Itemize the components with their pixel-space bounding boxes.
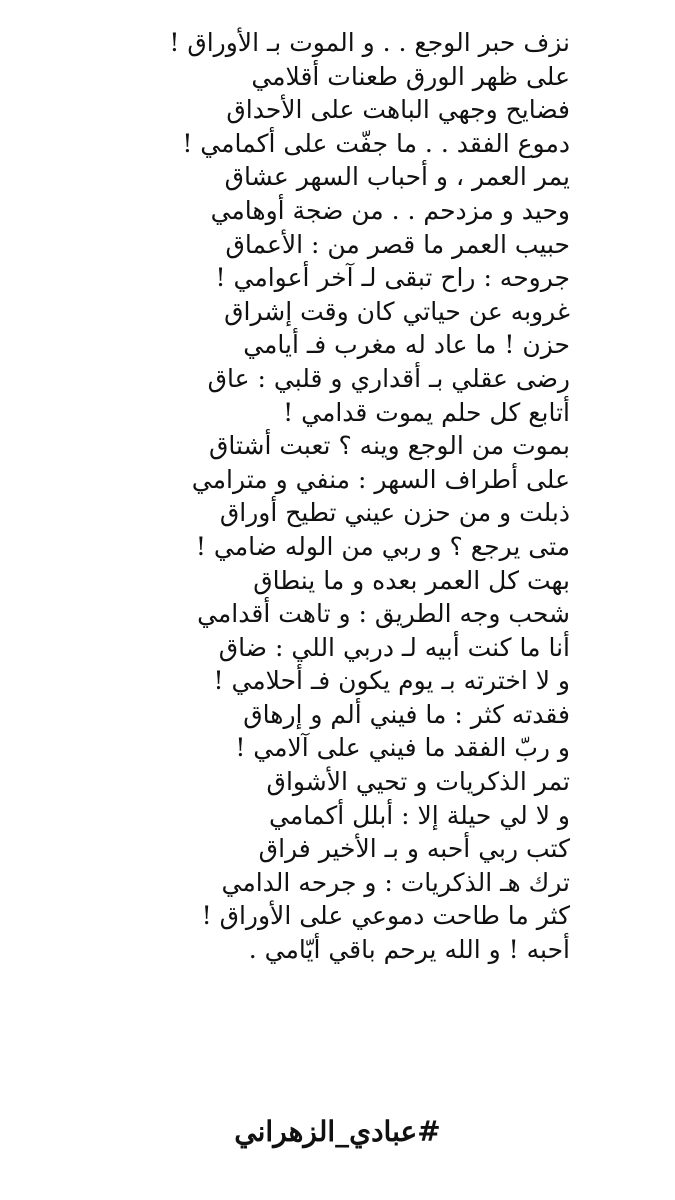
poem-line: متى يرجع ؟ و ربي من الوله ضامي !	[195, 531, 570, 561]
poem-text	[100, 26, 570, 967]
poem-line: كتب ربي أحبه و بـ الأخير فراق	[258, 834, 570, 864]
poem-line: و لا لي حيلة إلا : أبلل أكمامي	[269, 800, 570, 830]
poem-line: تمر الذكريات و تحيي الأشواق	[266, 767, 570, 797]
poem-line: نزف حبر الوجع . . و الموت بـ الأوراق !	[169, 28, 570, 57]
author-hashtag[interactable]: #عبادي_الزهراني	[234, 1115, 441, 1148]
poem-line: غروبه عن حياتي كان وقت إشراق	[224, 296, 570, 326]
poem-line: حبيب العمر ما قصر من : الأعماق	[225, 229, 570, 259]
poem-line: ذبلت و من حزن عيني تطيح أوراق	[219, 498, 570, 528]
poem-line: بهت كل العمر بعده و ما ينطاق	[253, 565, 570, 595]
poem-line: حزن ! ما عاد له مغرب فـ أيامي	[243, 330, 570, 360]
poem-line: بموت من الوجع وينه ؟ تعبت أشتاق	[208, 431, 570, 461]
poem-line: و ربّ الفقد ما فيني على آلامي !	[235, 733, 570, 763]
poem-line: أحبه ! و الله يرحم باقي أيّامي .	[248, 935, 570, 965]
poem-line: فضايح وجهي الباهت على الأحداق	[226, 95, 570, 125]
poem-line: جروحه : راح تبقى لـ آخر أعوامي !	[215, 263, 570, 293]
poem-line: أتابع كل حلم يموت قدامي !	[283, 397, 570, 427]
poem-line: وحيد و مزدحم . . من ضجة أوهامي	[210, 195, 570, 225]
poem-line: رضى عقلي بـ أقداري و قلبي : عاق	[207, 363, 570, 393]
poem-line: ترك هـ الذكريات : و جرحه الدامي	[221, 867, 570, 897]
poem-line: و لا اخترته بـ يوم يكون فـ أحلامي !	[213, 666, 570, 696]
poem-line: دموع الفقد . . ما جفّت على أكمامي !	[182, 128, 570, 158]
poem-line: على ظهر الورق طعنات أقلامي	[251, 61, 570, 91]
poem-line: فقدته كثر : ما فيني ألم و إرهاق	[243, 699, 570, 729]
poem-line: أنا ما كنت أبيه لـ دربي اللي : ضاق	[218, 632, 570, 662]
poem-line: على أطراف السهر : منفي و مترامي	[191, 464, 570, 494]
poem-line: كثر ما طاحت دموعي على الأوراق !	[201, 901, 570, 931]
poem-line: شحب وجه الطريق : و تاهت أقدامي	[197, 599, 570, 629]
poem-line: يمر العمر ، و أحباب السهر عشاق	[224, 162, 570, 192]
